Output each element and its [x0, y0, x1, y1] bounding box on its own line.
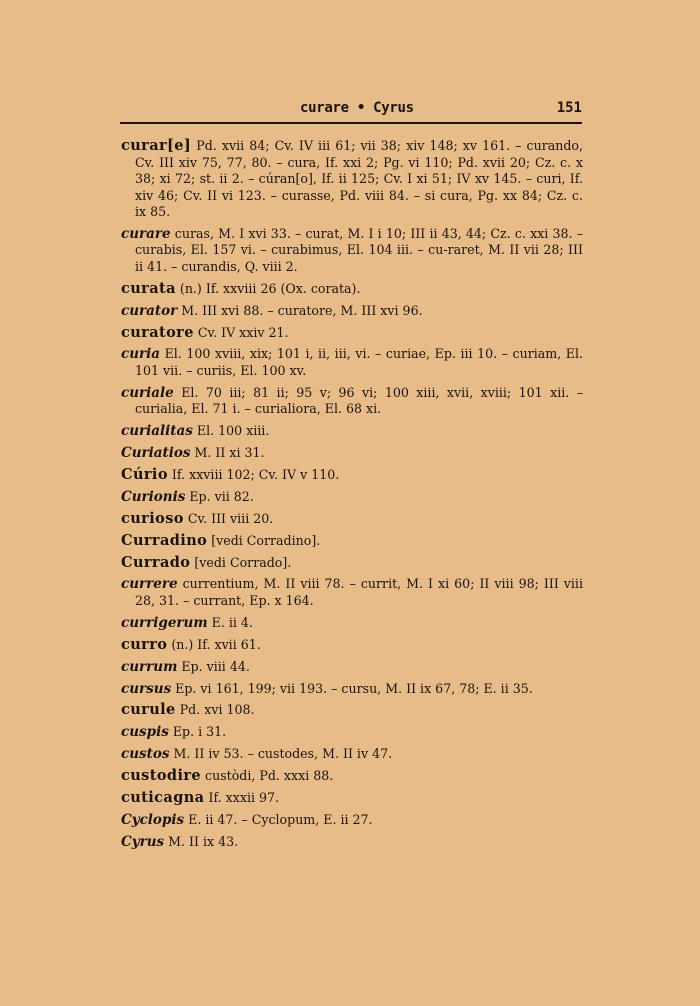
headword: cuticagna	[121, 788, 205, 806]
index-entry	[121, 724, 583, 741]
index-entry	[121, 445, 583, 462]
entry-references: M. III xvi 88. – curatore, M. III xvi 96.	[177, 302, 423, 318]
entry-references: If. xxxii 97.	[204, 789, 280, 805]
index-entry	[121, 834, 583, 851]
headword: Curradino	[121, 531, 208, 549]
entry-references: M. II iv 53. – custodes, M. II iv 47.	[169, 746, 393, 762]
entry-references: Pd. xvi 108.	[175, 702, 255, 718]
headword: curialitas	[121, 423, 193, 440]
entry-references: Ep. i 31.	[168, 724, 227, 740]
entry-references: E. ii 4.	[207, 614, 253, 630]
index-entry	[121, 281, 583, 298]
running-title: curare • Cyrus	[300, 100, 414, 116]
entry-references: Cv. III viii 20.	[183, 510, 274, 526]
index-entry	[121, 511, 583, 528]
index-entry	[121, 385, 583, 418]
entry-references: M. II ix 43.	[164, 833, 239, 849]
entry-references: El. 100 xviii, xix; 101 i, ii, iii, vi. – curiae, Ep. iii 10. – curiam, El. 101 vii. – curiis, El. 100 xv.	[135, 346, 583, 378]
entry-references: El. 70 iii; 81 ii; 95 v; 96 vi; 100 xiii, xvii, xviii; 101 xii. – curialia, El. 71 i. – curialiora, El. 68 xi.	[135, 384, 583, 417]
entry-references: Pd. xvii 84; Cv. IV iii 61; vii 38; xiv 148; xv 161. – curando, Cv. III xiv 75, 77, 80. – cura, If. xxi 2; Pg. vi 110; Pd. xvii 20; Cz. c. x 38; xi 72; st. ii 2. – cúran[o], If. ii 125; Cv. I xi 51; IV xv 145. – curi, If. xiv 46; Cv. II vi 123. – curasse, Pd. viii 84. – si cura, Pg. xx 84; Cz. c. ix 85.	[135, 138, 583, 219]
headword: currum	[121, 658, 178, 675]
entry-references: Ep. vi 161, 199; vii 193. – cursu, M. II ix 67, 78; E. ii 35.	[171, 680, 533, 696]
headword: curare	[121, 225, 171, 242]
headword: Cyrus	[121, 833, 165, 850]
entry-references: custòdi, Pd. xxxi 88.	[201, 768, 334, 784]
entry-references: curas, M. I xvi 33. – curat, M. I i 10; III ii 43, 44; Cz. c. xxi 38. – curabis, El. 157 vi. – curabimus, El. 104 iii. – cu-raret, M. II vii 28; III ii 41. – curandis, Q. viii 2.	[135, 225, 583, 274]
index-entry	[121, 555, 583, 572]
page-number: 151	[556, 100, 582, 116]
headword: custodire	[121, 767, 202, 785]
entry-references: Ep. viii 44.	[177, 658, 250, 674]
running-header	[120, 100, 582, 124]
index-entry	[121, 226, 583, 276]
headword: cursus	[121, 680, 172, 697]
index-entry	[121, 489, 583, 506]
headword: Curiatios	[121, 445, 191, 462]
entry-references: M. II xi 31.	[190, 445, 265, 461]
entry-references: Cv. IV xxiv 21.	[193, 324, 289, 340]
headword: currere	[121, 576, 178, 593]
headword: curule	[121, 701, 176, 719]
index-entry	[121, 303, 583, 320]
headword: Cúrio	[121, 466, 168, 484]
headword: curator	[121, 302, 178, 319]
index-entry	[121, 637, 583, 654]
index-entry	[121, 325, 583, 342]
index-entries	[121, 138, 583, 856]
index-entry	[121, 812, 583, 829]
index-entry	[121, 702, 583, 719]
entry-references: E. ii 47. – Cyclopum, E. ii 27.	[184, 811, 373, 827]
headword: curioso	[121, 509, 184, 527]
index-entry	[121, 681, 583, 698]
index-entry	[121, 346, 583, 379]
headword: curro	[121, 635, 168, 653]
entry-references: Ep. vii 82.	[185, 488, 254, 504]
headword: curatore	[121, 323, 194, 341]
entry-references: (n.) If. xxviii 26 (Ox. corata).	[175, 280, 361, 296]
headword: Curionis	[121, 488, 186, 505]
index-entry	[121, 790, 583, 807]
entry-references: El. 100 xiii.	[192, 423, 270, 439]
entry-references: currentium, M. II viii 78. – currit, M. I xi 60; II viii 98; III viii 28, 31. – currant, Ep. x 164.	[135, 576, 583, 608]
headword: curata	[121, 279, 176, 297]
entry-references: [vedi Corradino].	[207, 532, 321, 548]
entry-references: (n.) If. xvii 61.	[167, 636, 261, 652]
index-entry	[121, 138, 583, 221]
headword: curia	[121, 346, 161, 363]
entry-references: If. xxviii 102; Cv. IV v 110.	[167, 467, 340, 483]
headword: curiale	[121, 384, 174, 401]
headword: custos	[121, 746, 170, 763]
headword: Cyclopis	[121, 811, 185, 828]
headword: currigerum	[121, 614, 208, 631]
headword: Currado	[121, 553, 191, 571]
index-entry	[121, 615, 583, 632]
headword: curar[e]	[121, 137, 192, 154]
index-entry	[121, 576, 583, 609]
index-entry	[121, 467, 583, 484]
index-entry	[121, 659, 583, 676]
index-entry	[121, 768, 583, 785]
entry-references: [vedi Corrado].	[190, 554, 292, 570]
index-entry	[121, 746, 583, 763]
index-entry	[121, 533, 583, 550]
index-entry	[121, 423, 583, 440]
headword: cuspis	[121, 724, 169, 741]
